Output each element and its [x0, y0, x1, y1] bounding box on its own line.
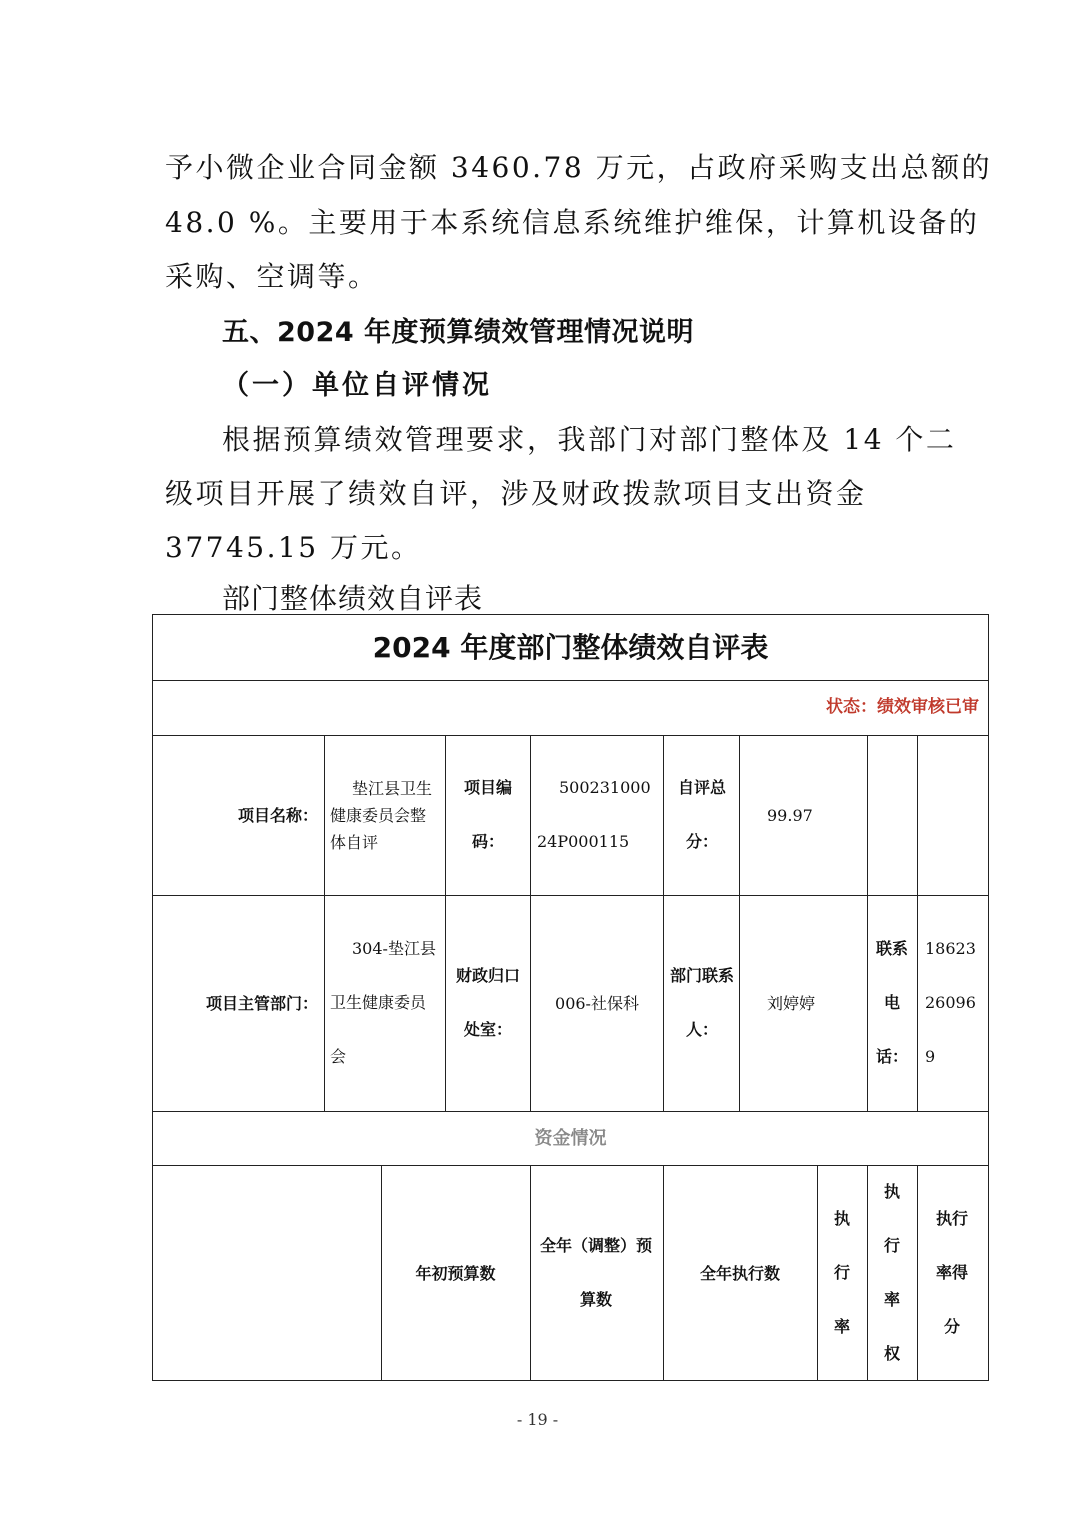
exec-rate-weight-header: 执行率权	[883, 1182, 900, 1363]
contact-value: 刘婷婷	[767, 993, 816, 1013]
table-title: 2024 年度部门整体绩效自评表	[372, 630, 769, 664]
project-name-label: 项目名称：	[237, 805, 318, 825]
rule	[324, 735, 325, 1111]
paragraph2-line2: 级项目开展了绩效自评，涉及财政拨款项目支出资金	[165, 477, 867, 510]
paragraph1-line2: 48.0 %。主要用于本系统信息系统维护维保，计算机设备的	[165, 206, 980, 239]
initial-budget-header: 年初预算数	[415, 1263, 496, 1283]
project-code-label: 项目编码：	[463, 778, 512, 851]
phone-value: 18623260969	[925, 939, 976, 1066]
score-label: 自评总分：	[677, 778, 726, 851]
section-heading: 五、2024 年度预算绩效管理情况说明	[222, 317, 695, 348]
finance-label: 财政归口处室：	[455, 966, 520, 1039]
dept-value: 304-垫江县卫生健康委员会	[330, 939, 436, 1066]
paragraph2-line1: 根据预算绩效管理要求，我部门对部门整体及 14 个二	[222, 423, 957, 456]
rule	[663, 735, 664, 1111]
funding-header: 资金情况	[534, 1127, 607, 1149]
rule	[917, 1165, 918, 1381]
rule	[867, 735, 868, 1111]
paragraph2-line3: 37745.15 万元。	[165, 531, 422, 564]
rule	[867, 1165, 868, 1381]
rule	[530, 735, 531, 1111]
dept-label: 项目主管部门：	[205, 993, 318, 1013]
phone-label: 联系电话：	[876, 939, 909, 1066]
status-label: 状态：绩效审核已审	[826, 697, 979, 717]
rule	[917, 735, 918, 1111]
adjusted-budget-header: 全年（调整）预算数	[539, 1236, 652, 1309]
subsection-heading: （一）单位自评情况	[222, 370, 492, 401]
project-code-value: 50023100024P000115	[537, 778, 651, 851]
table-caption: 部门整体绩效自评表	[222, 582, 484, 615]
rule	[530, 1165, 531, 1381]
executed-header: 全年执行数	[699, 1263, 780, 1283]
exec-rate-score-header: 执行率得分	[935, 1209, 968, 1336]
contact-label: 部门联系人：	[670, 966, 735, 1039]
rule	[445, 735, 446, 1111]
project-name-value: 垫江县卫生健康委员会整体自评	[330, 778, 433, 852]
paragraph1-line1: 予小微企业合同金额 3460.78 万元，占政府采购支出总额的	[165, 151, 993, 184]
score-value: 99.97	[767, 805, 813, 825]
paragraph1-line3: 采购、空调等。	[165, 260, 379, 293]
finance-value: 006-社保科	[555, 993, 639, 1013]
rule	[739, 735, 740, 1111]
rule	[817, 1165, 818, 1381]
exec-rate-header: 执行率	[833, 1209, 850, 1336]
page-number: - 19 -	[516, 1410, 559, 1429]
